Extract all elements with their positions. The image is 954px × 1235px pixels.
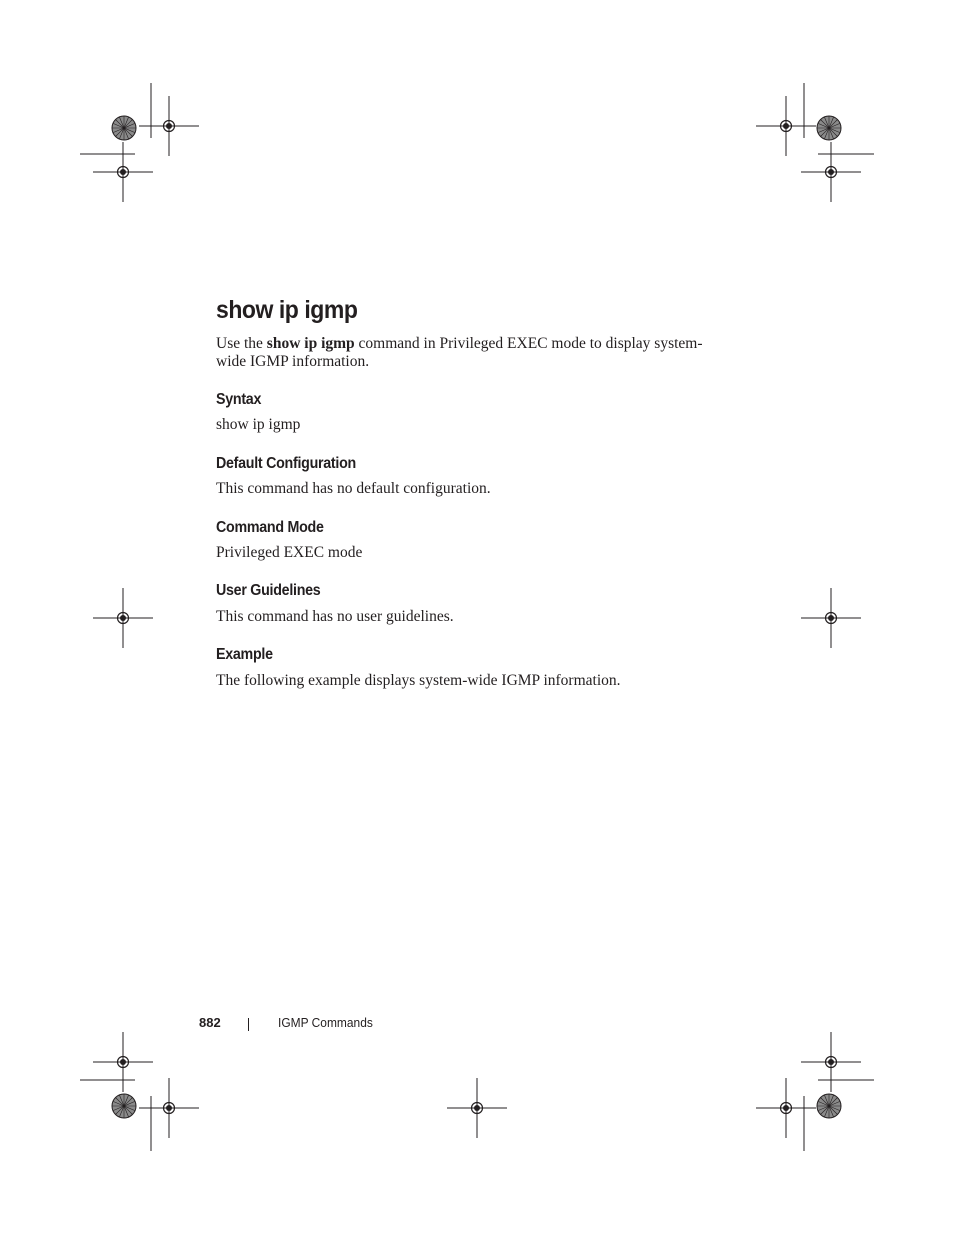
section-body: Privileged EXEC mode	[216, 544, 363, 561]
intro-command: show ip igmp	[266, 335, 355, 352]
section-body: This command has no user guidelines.	[216, 608, 454, 625]
intro-paragraph	[216, 335, 736, 371]
intro-post: command in Privileged EXEC mode to display system-	[354, 335, 703, 352]
section-example	[216, 646, 621, 690]
section-heading: Command Mode	[216, 519, 324, 536]
footer-chapter: IGMP Commands	[278, 1015, 373, 1030]
page-title: show ip igmp	[216, 296, 358, 324]
section-body: This command has no default configuration.	[216, 480, 491, 497]
section-syntax	[216, 391, 300, 434]
section-heading: User Guidelines	[216, 582, 321, 599]
page-number: 882	[199, 1015, 221, 1030]
section-command-mode	[216, 519, 362, 562]
section-heading: Default Configuration	[216, 455, 356, 472]
section-heading: Example	[216, 646, 273, 663]
section-user-guidelines	[216, 582, 454, 626]
section-body: show ip igmp	[216, 416, 301, 433]
intro-pre: Use the	[216, 335, 267, 352]
section-default-configuration	[216, 455, 491, 498]
section-heading: Syntax	[216, 391, 262, 408]
command-intro	[216, 296, 736, 371]
intro-line2: wide IGMP information.	[216, 353, 370, 370]
footer-divider	[248, 1018, 249, 1031]
section-body: The following example displays system-wide IGMP information.	[216, 672, 621, 689]
